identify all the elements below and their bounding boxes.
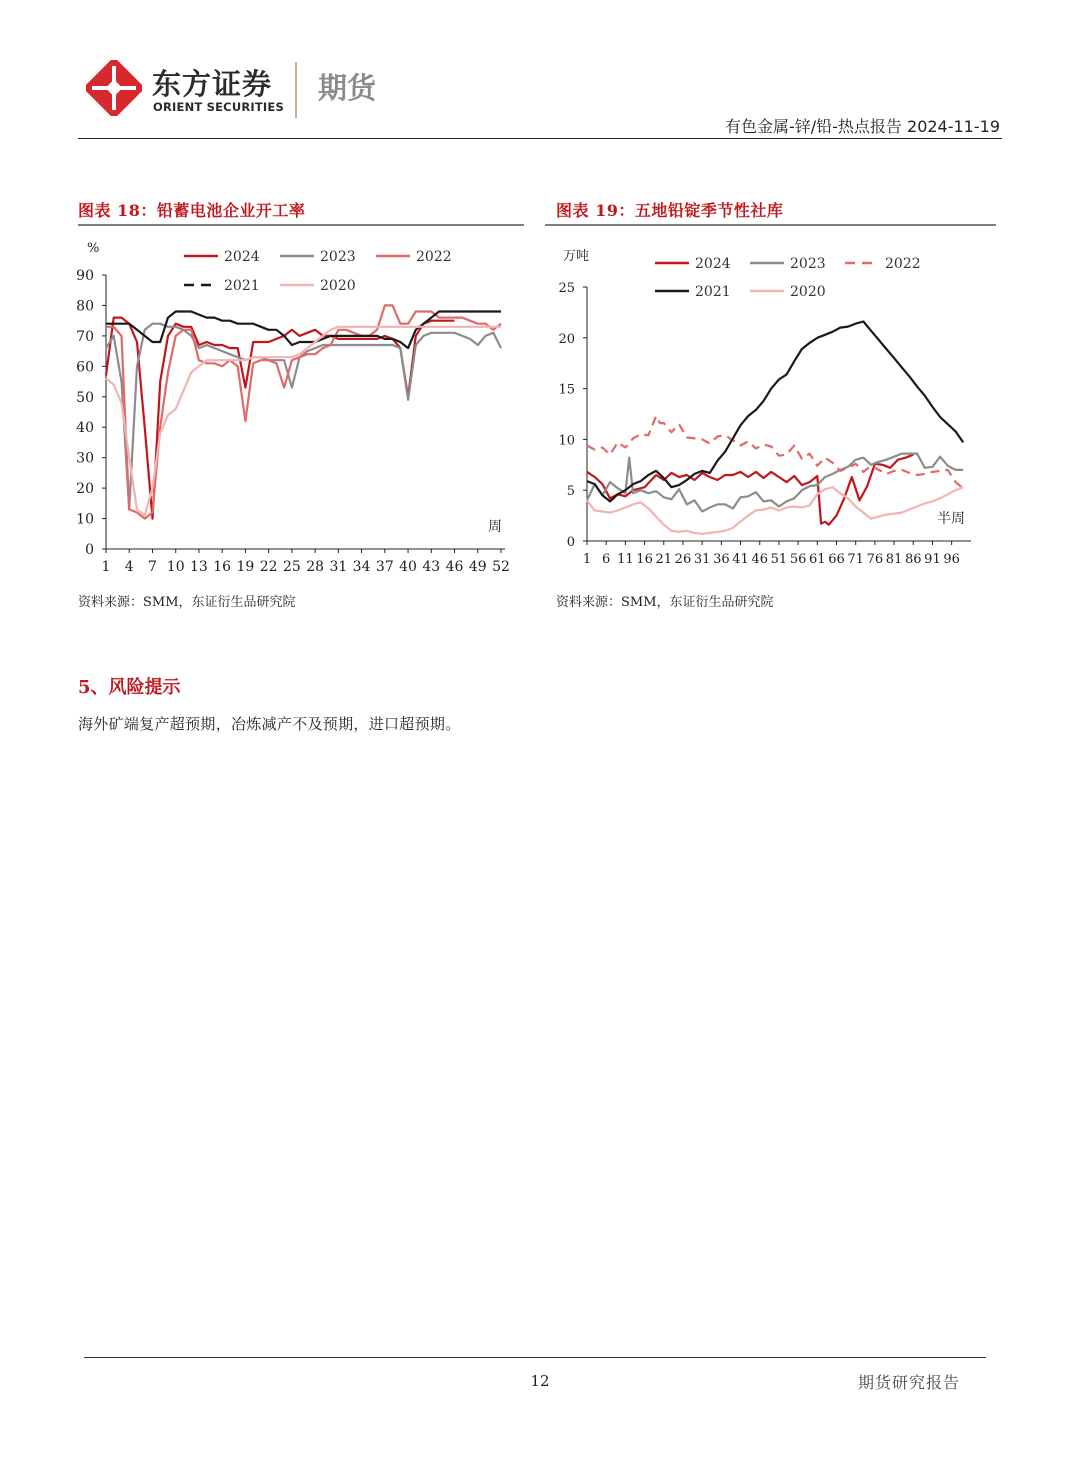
legend-label-2023: 2023 — [790, 256, 826, 272]
x-tick-label: 71 — [847, 552, 864, 567]
series-line-2020 — [587, 487, 963, 534]
brand-logo — [86, 58, 386, 122]
x-tick-label: 36 — [713, 552, 730, 567]
x-axis-unit-label: 半周 — [937, 511, 965, 527]
legend-label-2021: 2021 — [695, 284, 731, 300]
x-tick-label: 76 — [866, 552, 884, 567]
series-line-2024 — [106, 318, 455, 519]
y-tick-label: 0 — [85, 542, 94, 558]
y-tick-label: 15 — [558, 382, 575, 398]
brand-name-en: ORIENT SECURITIES — [153, 100, 284, 114]
legend-label-2022: 2022 — [416, 249, 452, 265]
y-axis-unit-label: 万吨 — [563, 249, 590, 264]
y-tick-label: 0 — [566, 535, 575, 550]
legend-label-2021: 2021 — [224, 278, 260, 294]
series-line-2022 — [587, 416, 963, 488]
legend-label-2023: 2023 — [320, 249, 356, 265]
figure-18-rule — [78, 224, 524, 226]
y-tick-label: 60 — [76, 359, 94, 376]
header-rule — [78, 138, 1002, 139]
orient-securities-logo-icon — [86, 60, 142, 116]
x-tick-label: 96 — [943, 552, 960, 567]
x-tick-label: 81 — [885, 552, 903, 567]
x-tick-label: 22 — [259, 559, 278, 575]
y-tick-label: 50 — [76, 389, 94, 406]
logo-divider — [295, 62, 297, 118]
figure-19-source: 资料来源：SMM，东证衍生品研究院 — [556, 595, 774, 610]
footer-label: 期货研究报告 — [857, 1373, 960, 1392]
figure-19-rule — [545, 224, 996, 226]
x-tick-label: 16 — [636, 552, 653, 567]
x-tick-label: 51 — [770, 552, 788, 567]
page-number: 12 — [530, 1372, 550, 1390]
y-tick-label: 10 — [558, 433, 575, 449]
x-tick-label: 4 — [124, 559, 134, 575]
figure-18-source: 资料来源：SMM，东证衍生品研究院 — [78, 595, 296, 610]
y-tick-label: 70 — [76, 328, 94, 345]
x-tick-label: 40 — [399, 559, 417, 575]
x-tick-label: 1 — [101, 559, 111, 575]
y-tick-label: 40 — [76, 420, 94, 437]
x-axis-unit-label: 周 — [488, 519, 502, 535]
x-tick-label: 31 — [693, 552, 711, 567]
y-tick-label: 20 — [558, 331, 575, 347]
footer-rule — [84, 1357, 986, 1358]
x-tick-label: 13 — [190, 559, 208, 575]
y-tick-label: 25 — [558, 281, 575, 296]
y-tick-label: 10 — [76, 511, 94, 528]
x-tick-label: 16 — [213, 559, 232, 575]
figure-19-title: 图表 19：五地铅锭季节性社库 — [556, 201, 784, 220]
x-tick-label: 34 — [352, 559, 371, 575]
figure-18-title: 图表 18：铅蓄电池企业开工率 — [78, 201, 306, 220]
x-tick-label: 21 — [655, 552, 673, 567]
legend-label-2020: 2020 — [320, 278, 356, 294]
legend-label-2020: 2020 — [790, 284, 826, 300]
x-tick-label: 66 — [828, 552, 845, 567]
x-tick-label: 41 — [732, 552, 749, 567]
legend-label-2024: 2024 — [695, 256, 731, 272]
x-tick-label: 1 — [582, 552, 592, 567]
chart-operating-rate — [60, 228, 530, 586]
x-tick-label: 52 — [492, 559, 510, 575]
brand-division: 期货 — [318, 71, 377, 105]
x-tick-label: 7 — [148, 559, 157, 575]
x-tick-label: 46 — [445, 559, 464, 575]
x-tick-label: 61 — [809, 552, 826, 567]
section-body: 海外矿端复产超预期，冶炼减产不及预期，进口超预期。 — [78, 715, 461, 733]
x-tick-label: 11 — [617, 552, 634, 567]
x-tick-label: 6 — [602, 552, 611, 567]
report-title: 有色金属-锌/铅-热点报告 2024-11-19 — [724, 117, 1000, 136]
x-tick-label: 10 — [166, 559, 185, 575]
legend-label-2022: 2022 — [885, 256, 921, 272]
y-tick-label: 30 — [76, 450, 94, 467]
y-tick-label: 90 — [76, 268, 94, 284]
x-tick-label: 91 — [924, 552, 941, 567]
x-tick-label: 37 — [375, 559, 394, 575]
x-tick-label: 49 — [468, 559, 487, 575]
x-tick-label: 43 — [422, 559, 441, 575]
series-line-2022 — [106, 305, 501, 518]
x-tick-label: 56 — [789, 552, 807, 567]
chart-social-inventory — [545, 228, 1000, 586]
y-tick-label: 80 — [76, 298, 94, 315]
x-tick-label: 86 — [904, 552, 922, 567]
brand-name-cn: 东方证券 — [152, 67, 273, 101]
y-tick-label: 5 — [566, 484, 575, 500]
legend-label-2024: 2024 — [224, 249, 260, 265]
series-line-2023 — [587, 454, 963, 512]
x-tick-label: 28 — [306, 559, 325, 575]
y-axis-unit-label: % — [87, 241, 100, 256]
y-tick-label: 20 — [76, 481, 94, 498]
x-tick-label: 25 — [282, 559, 301, 575]
x-tick-label: 19 — [236, 559, 255, 575]
x-tick-label: 46 — [751, 552, 769, 567]
x-tick-label: 26 — [674, 552, 692, 567]
x-tick-label: 31 — [329, 559, 348, 575]
section-title: 5、风险提示 — [78, 677, 181, 698]
